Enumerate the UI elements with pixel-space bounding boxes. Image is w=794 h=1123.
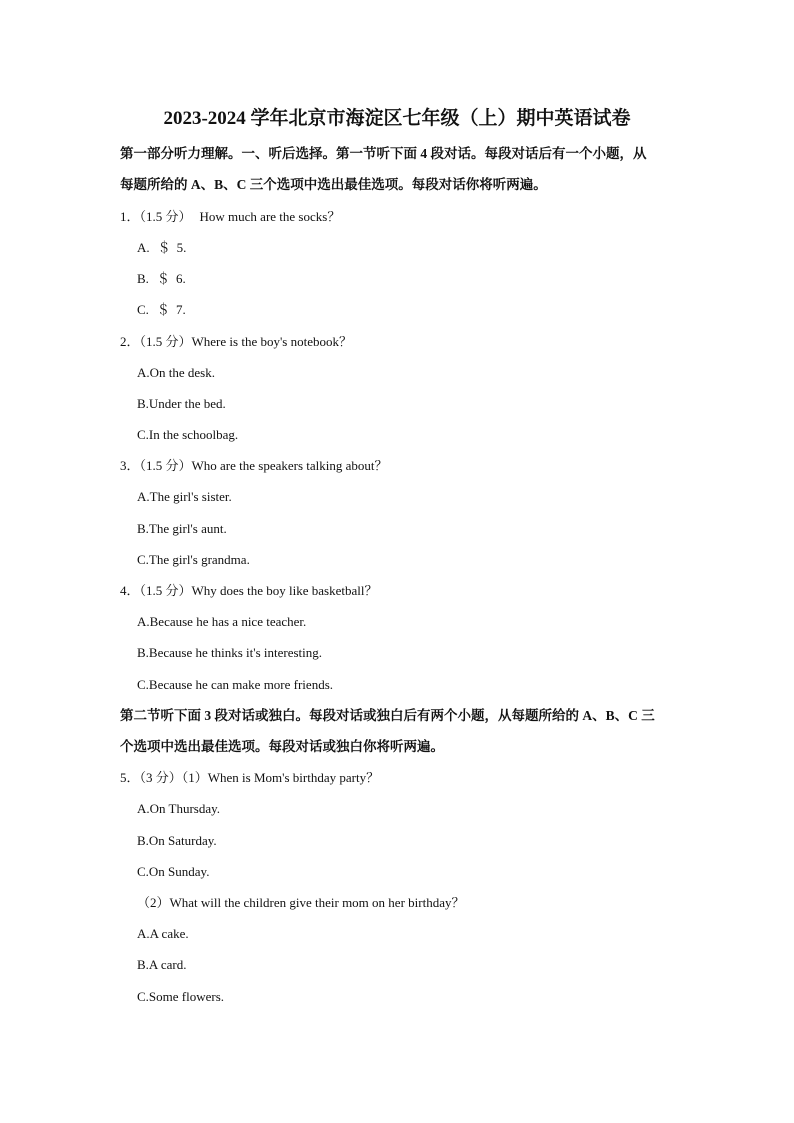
dollar-sign: ＄ — [156, 302, 170, 317]
dollar-sign: ＄ — [156, 271, 170, 286]
question-5-1-option-c: C.On Sunday. — [137, 864, 210, 879]
question-1-prefix: 1．（1.5 分） — [120, 209, 192, 224]
question-2 — [120, 334, 352, 350]
question-5-prefix: 5．（3 分）（1） — [120, 770, 208, 785]
question-2-prefix: 2．（1.5 分） — [120, 334, 192, 349]
question-1-option-c — [137, 302, 186, 318]
question-4-option-b: B.Because he thinks it's interesting. — [137, 645, 323, 660]
question-5-2-option-a: A.A cake. — [137, 926, 189, 941]
question-5-2-option-c: C.Some flowers. — [137, 989, 225, 1004]
question-2-text: Where is the boy's notebook？ — [191, 334, 352, 349]
question-3-prefix: 3．（1.5 分） — [120, 458, 192, 473]
question-3-option-b: B.The girl's aunt. — [137, 521, 227, 536]
option-letter: B. — [137, 271, 149, 286]
question-5-2 — [137, 895, 464, 911]
section2-instructions-line2: 个选项中选出最佳选项。每段对话或独白你将听两遍。 — [120, 739, 444, 754]
option-value: 7. — [175, 302, 186, 317]
question-5-2-text: What will the children give their mom on her birthday？ — [169, 895, 465, 910]
question-4-prefix: 4．（1.5 分） — [120, 583, 192, 598]
question-1 — [120, 209, 340, 225]
question-2-option-c: C.In the schoolbag. — [137, 427, 239, 442]
question-2-option-b: B.Under the bed. — [137, 396, 226, 411]
question-2-option-a: A.On the desk. — [137, 365, 215, 380]
question-5-2-prefix: （2） — [137, 895, 170, 910]
question-5-2-option-b: B.A card. — [137, 957, 187, 972]
question-4-option-c: C.Because he can make more friends. — [137, 677, 334, 692]
section1-instructions-line1: 第一部分听力理解。一、听后选择。第一节听下面 4 段对话。每段对话后有一个小题，从 — [120, 146, 647, 161]
question-1-text: How much are the socks？ — [199, 209, 341, 224]
option-letter: C. — [137, 302, 149, 317]
question-5 — [120, 770, 379, 786]
question-3-text: Who are the speakers talking about？ — [191, 458, 388, 473]
option-value: 6. — [175, 271, 186, 286]
question-5-1-option-a: A.On Thursday. — [137, 801, 221, 816]
section2-instructions-line1: 第二节听下面 3 段对话或独白。每段对话或独白后有两个小题，从每题所给的 A、B、C 三 — [120, 708, 655, 723]
option-letter: A. — [137, 240, 150, 255]
question-5-1-option-b: B.On Saturday. — [137, 833, 217, 848]
question-1-option-a — [137, 240, 186, 256]
question-5-text: When is Mom's birthday party？ — [207, 770, 380, 785]
dollar-sign: ＄ — [157, 240, 171, 255]
question-3 — [120, 458, 388, 474]
question-4-text: Why does the boy like basketball？ — [191, 583, 378, 598]
option-value: 5. — [176, 240, 187, 255]
section1-instructions-line2: 每题所给的 A、B、C 三个选项中选出最佳选项。每段对话你将听两遍。 — [120, 177, 547, 192]
question-3-option-a: A.The girl's sister. — [137, 489, 232, 504]
question-4 — [120, 583, 377, 599]
question-3-option-c: C.The girl's grandma. — [137, 552, 250, 567]
page-title: 2023-2024 学年北京市海淀区七年级（上）期中英语试卷 — [163, 108, 631, 129]
question-4-option-a: A.Because he has a nice teacher. — [137, 614, 307, 629]
question-1-option-b — [137, 271, 186, 287]
